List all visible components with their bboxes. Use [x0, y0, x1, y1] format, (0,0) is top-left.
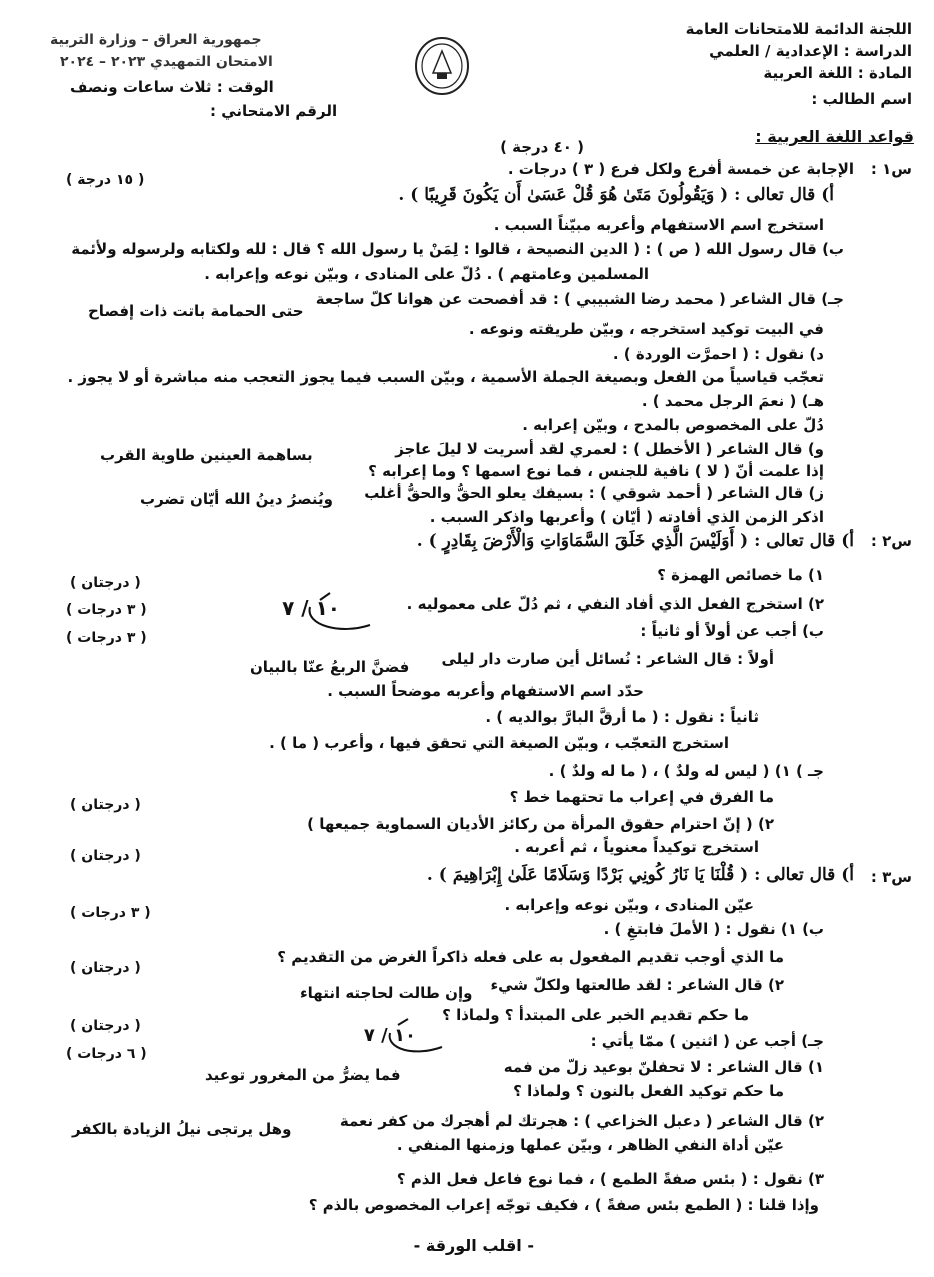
ministry-seal-icon — [413, 35, 471, 97]
grade-1-text: ١٠ / ٧ — [282, 596, 340, 620]
q3-a-text: أ) قال تعالى : ( قُلْنَا يَا نَارُ كُونِي بَرْدًا وَسَلَامًا عَلَىٰ إِبْرَاهِيمَ ) . — [426, 865, 854, 885]
q1-b: ب) قال رسول الله ( ص ) : ( الدين النصيحة ، قالوا : لِمَنْ يا رسول الله ؟ قال : لله ولكتابه ولرسوله ولأئمة — [71, 240, 844, 258]
q1-d-task: تعجّب قياسياً من الفعل وبصيغة الجملة الأسمية ، وبيّن السبب فيما يجوز التعجب منه مباشرة أو لا يجوز . — [67, 368, 824, 386]
q1-f-verse2: بساهمة العينين طاوية القرب — [100, 446, 313, 464]
section-title: قواعد اللغة العربية : — [755, 127, 914, 146]
q2-b-first-verse2: فضنَّ الربعُ عنّا بالبيان — [250, 658, 410, 676]
q3-b2: ٢) قال الشاعر : لقد طالعتها ولكلّ شيء — [490, 976, 784, 994]
handwritten-grade-2-icon — [363, 1013, 462, 1059]
q1-c-verse2: حتى الحمامة باتت ذات إفصاح — [88, 302, 304, 320]
q2-c2-task: استخرج توكيداً معنوياً ، ثم أعربه . — [514, 838, 759, 856]
q3-c2-task: عيّن أداة النفي الظاهر ، وبيّن عملها وزمنها المنفي . — [396, 1136, 784, 1154]
q3-c1-task: ما حكم توكيد الفعل بالنون ؟ ولماذا ؟ — [513, 1082, 784, 1100]
q2-c1-marks: ( درجتان ) — [70, 797, 141, 813]
q2-b-second-task: استخرج التعجّب ، وبيّن الصيغة التي تحقق فيها ، وأعرب ( ما ) . — [269, 734, 729, 752]
q3-c-marks: ( ٦ درجات ) — [66, 1046, 147, 1062]
q3-b1: ب) ١) نقول : ( الأملَ فابتغِ ) . — [603, 920, 824, 938]
page-footer: - اقلب الورقة - — [413, 1236, 534, 1255]
q2-c2-marks: ( درجتان ) — [70, 848, 141, 864]
q3-c1-verse2: فما يضرُّ من المغرور توعيد — [205, 1066, 401, 1084]
q3-c1: ١) قال الشاعر : لا تحفلنّ بوعيد زلّ من فمه — [503, 1058, 824, 1076]
q2-b-first-task: حدّد اسم الاستفهام وأعربه موضحاً السبب . — [327, 682, 644, 700]
header-right-line-2: الدراسة : الإعدادية / العلمي — [709, 42, 912, 60]
q3-b1-task: ما الذي أوجب تقديم المفعول به على فعله ذاكراً الغرض من التقديم ؟ — [277, 948, 784, 966]
q2-a2: ٢) استخرج الفعل الذي أفاد النفي ، ثم دُلّ على معموليه . — [406, 595, 824, 613]
q3-b1-marks: ( درجتان ) — [70, 960, 141, 976]
q3-c2-verse2: وهل يرتجى نيلُ الزيادة بالكفر — [72, 1120, 292, 1138]
q1-c-task: في البيت توكيد استخرجه ، وبيّن طريقته ونوعه . — [468, 320, 824, 338]
q1-a-task: استخرج اسم الاستفهام وأعربه مبيّناً السبب . — [493, 216, 824, 234]
q2-label: س٢ : — [870, 532, 912, 550]
q1-g-verse2: ويُنصرُ دينُ الله أيّان تضرب — [140, 490, 333, 508]
q3-b2-task: ما حكم تقديم الخبر على المبتدأ ؟ ولماذا ؟ — [442, 1006, 749, 1024]
section-marks: ( ٤٠ درجة ) — [500, 138, 584, 156]
header-left-line-1: جمهورية العراق – وزارة التربية — [50, 32, 262, 48]
header-right-line-3: المادة : اللغة العربية — [763, 64, 912, 82]
q2-c2: ٢) ( إنّ احترام حقوق المرأة من ركائز الأديان السماوية جميعها ) — [307, 815, 774, 833]
q2-a — [417, 532, 854, 550]
q3-c3-task: وإذا قلنا : ( الطمع بئس صفةً ) ، فكيف توجّه إعراب المخصوص بالذم ؟ — [308, 1196, 819, 1214]
q3-c3: ٣) نقول : ( بئس صفةً الطمع ) ، فما نوع فاعل فعل الذم ؟ — [396, 1170, 824, 1188]
q1-d: د) نقول : ( احمرَّت الوردة ) . — [612, 345, 824, 363]
q1-intro: الإجابة عن خمسة أفرع ولكل فرع ( ٣ ) درجات . — [507, 160, 854, 178]
q2-c1: جـ ) ١) ( ليس له ولدٌ ) ، ( ما له ولدٌ ) . — [548, 762, 824, 780]
q2-a2-marks: ( ٣ درجات ) — [66, 602, 147, 618]
handwritten-grade-1-icon — [282, 585, 390, 637]
q3-a-task: عيّن المنادى ، وبيّن نوعه وإعرابه . — [504, 896, 754, 914]
q3-b2-verse2: وإن طالت لحاجته انتهاء — [300, 984, 473, 1002]
q1-e-task: دُلّ على المخصوص بالمدح ، وبيّن إعرابه . — [522, 416, 824, 434]
q2-b: ب) أجب عن أولاً أو ثانياً : — [640, 622, 824, 640]
q2-c1-task: ما الفرق في إعراب ما تحتهما خط ؟ — [509, 788, 774, 806]
q2-b-second: ثانياً : نقول : ( ما أرقَّ البارَّ بوالديه ) . — [485, 708, 759, 726]
q1-c: جـ) قال الشاعر ( محمد رضا الشبيبي ) : قد أفصحت عن هوانا كلّ ساجعة — [315, 290, 844, 308]
q3-c: جـ) أجب عن ( اثنين ) ممّا يأتي : — [590, 1032, 824, 1050]
q1-a — [398, 186, 834, 204]
header-right-line-4: اسم الطالب : — [811, 90, 912, 108]
q1-a-text: أ) قال تعالى : ( وَيَقُولُونَ مَتَىٰ هُوَ قُلْ عَسَىٰ أَن يَكُونَ قَرِيبًا ) . — [398, 185, 834, 205]
header-left-line-4: الرقم الامتحاني : — [210, 102, 338, 120]
q2-a1-marks: ( درجتان ) — [70, 575, 141, 591]
q1-g: ز) قال الشاعر ( أحمد شوقي ) : بسيفك يعلو الحقُّ والحقُّ أغلب — [364, 484, 824, 502]
q3-b2-marks: ( درجتان ) — [70, 1018, 141, 1034]
q3-a-marks: ( ٣ درجات ) — [70, 905, 151, 921]
q2-a-text: أ) قال تعالى : ( أَوَلَيْسَ الَّذِي خَلَقَ السَّمَاوَاتِ وَالْأَرْضَ بِقَادِرٍ ) . — [416, 531, 854, 551]
header-right-line-1: اللجنة الدائمة للامتحانات العامة — [685, 20, 912, 38]
q2-b-marks: ( ٣ درجات ) — [66, 630, 147, 646]
header-left-line-3: الوقت : ثلاث ساعات ونصف — [70, 78, 274, 96]
q1-b-2: المسلمين وعامتهم ) . دُلّ على المنادى ، وبيّن نوعه وإعرابه . — [204, 265, 649, 283]
q1-f: و) قال الشاعر ( الأخطل ) : لعمري لقد أسريت لا ليلَ عاجز — [395, 440, 824, 458]
q1-e: هـ) ( نعمَ الرجل محمد ) . — [641, 392, 824, 410]
grade-2-text: ١٠ / ٧ — [363, 1025, 416, 1046]
q3-c2: ٢) قال الشاعر ( دعبل الخزاعي ) : هجرتك لم أهجرك من كفر نعمة — [339, 1112, 824, 1130]
q1-g-task: اذكر الزمن الذي أفادته ( أيّان ) وأعربها واذكر السبب . — [429, 508, 824, 526]
q2-a1: ١) ما خصائص الهمزة ؟ — [657, 566, 824, 584]
q1-f-task: إذا علمت أنّ ( لا ) نافية للجنس ، فما نوع اسمها ؟ وما إعرابه ؟ — [368, 462, 824, 480]
q1-label: س١ : — [870, 160, 912, 178]
header-left-line-2: الامتحان التمهيدي ٢٠٢٣ – ٢٠٢٤ — [60, 54, 273, 70]
q3-label: س٣ : — [870, 868, 912, 886]
q3-a — [427, 866, 854, 884]
q2-b-first: أولاً : قال الشاعر : نُسائل أين صارت دار ليلى — [441, 650, 774, 668]
q1-marks: ( ١٥ درجة ) — [66, 172, 145, 188]
